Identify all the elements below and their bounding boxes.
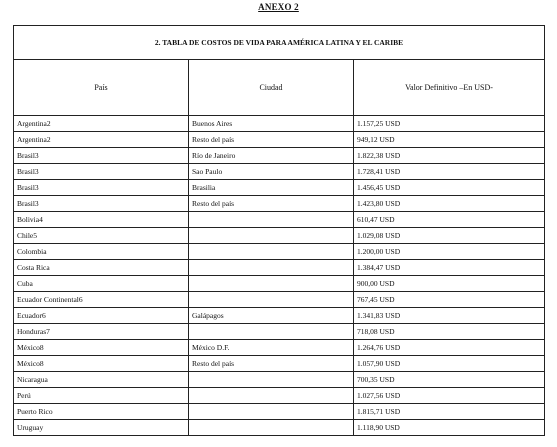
cell-value: 1.423,80 USD <box>354 196 545 212</box>
table-row <box>14 420 545 436</box>
cell-country: Honduras7 <box>14 324 189 340</box>
cell-value: 1.027,56 USD <box>354 388 545 404</box>
cell-country: Argentina2 <box>14 116 189 132</box>
cell-country: Colombia <box>14 244 189 260</box>
cell-city: Río de Janeiro <box>189 148 354 164</box>
cell-country: Uruguay <box>14 420 189 436</box>
table-row <box>14 260 545 276</box>
table-row <box>14 180 545 196</box>
table-row <box>14 228 545 244</box>
cell-value: 1.118,90 USD <box>354 420 545 436</box>
table-row <box>14 116 545 132</box>
cell-value: 1.264,76 USD <box>354 340 545 356</box>
cell-city: México D.F. <box>189 340 354 356</box>
table-row <box>14 276 545 292</box>
header-value: Valor Definitivo –En USD- <box>354 60 545 116</box>
cell-country: Bolivia4 <box>14 212 189 228</box>
cell-value: 700,35 USD <box>354 372 545 388</box>
cell-value: 1.029,08 USD <box>354 228 545 244</box>
cell-country: Brasil3 <box>14 164 189 180</box>
cell-city: Resto del país <box>189 132 354 148</box>
cell-country: Ecuador Continental6 <box>14 292 189 308</box>
table-row <box>14 292 545 308</box>
cell-value: 1.157,25 USD <box>354 116 545 132</box>
table-row <box>14 132 545 148</box>
table-row <box>14 388 545 404</box>
cell-city: Sao Paulo <box>189 164 354 180</box>
table-row <box>14 308 545 324</box>
cell-country: Argentina2 <box>14 132 189 148</box>
annex-title: ANEXO 2 <box>258 2 299 12</box>
cell-value: 1.384,47 USD <box>354 260 545 276</box>
cell-country: Costa Rica <box>14 260 189 276</box>
table-row <box>14 404 545 420</box>
cell-city <box>189 404 354 420</box>
table-row <box>14 372 545 388</box>
cell-country: Nicaragua <box>14 372 189 388</box>
header-city: Ciudad <box>189 60 354 116</box>
cell-value: 1.815,71 USD <box>354 404 545 420</box>
cell-country: Perú <box>14 388 189 404</box>
header-country: País <box>14 60 189 116</box>
table-row <box>14 340 545 356</box>
table-header-row <box>14 60 545 116</box>
cell-city <box>189 228 354 244</box>
table-row <box>14 324 545 340</box>
cell-city <box>189 260 354 276</box>
cell-value: 1.728,41 USD <box>354 164 545 180</box>
cell-value: 718,08 USD <box>354 324 545 340</box>
cell-city: Brasilia <box>189 180 354 196</box>
table-row <box>14 164 545 180</box>
cell-value: 1.341,83 USD <box>354 308 545 324</box>
cell-value: 1.822,38 USD <box>354 148 545 164</box>
cost-of-living-table <box>13 25 545 436</box>
cell-value: 949,12 USD <box>354 132 545 148</box>
cell-country: Chile5 <box>14 228 189 244</box>
cell-city <box>189 244 354 260</box>
cell-country: Brasil3 <box>14 196 189 212</box>
cell-city: Resto del país <box>189 356 354 372</box>
cell-value: 900,00 USD <box>354 276 545 292</box>
cell-city: Buenos Aires <box>189 116 354 132</box>
cell-value: 1.456,45 USD <box>354 180 545 196</box>
cell-city <box>189 388 354 404</box>
table-row <box>14 196 545 212</box>
cell-city: Galápagos <box>189 308 354 324</box>
cell-city <box>189 324 354 340</box>
cell-country: Brasil3 <box>14 148 189 164</box>
cell-country: Cuba <box>14 276 189 292</box>
cell-country: México8 <box>14 340 189 356</box>
cell-country: Ecuador6 <box>14 308 189 324</box>
table-row <box>14 212 545 228</box>
table-row <box>14 148 545 164</box>
cell-city <box>189 292 354 308</box>
cell-city <box>189 276 354 292</box>
table-title-row <box>14 26 545 60</box>
cell-country: Brasil3 <box>14 180 189 196</box>
table-row <box>14 244 545 260</box>
table-title: 2. TABLA DE COSTOS DE VIDA PARA AMÉRICA LATINA Y EL CARIBE <box>14 26 545 60</box>
cell-city: Resto del país <box>189 196 354 212</box>
cell-value: 767,45 USD <box>354 292 545 308</box>
cell-country: México8 <box>14 356 189 372</box>
cell-city <box>189 372 354 388</box>
cell-country: Puerto Rico <box>14 404 189 420</box>
cell-city <box>189 212 354 228</box>
cell-value: 1.200,00 USD <box>354 244 545 260</box>
cell-value: 1.057,90 USD <box>354 356 545 372</box>
cell-value: 610,47 USD <box>354 212 545 228</box>
table-row <box>14 356 545 372</box>
cell-city <box>189 420 354 436</box>
